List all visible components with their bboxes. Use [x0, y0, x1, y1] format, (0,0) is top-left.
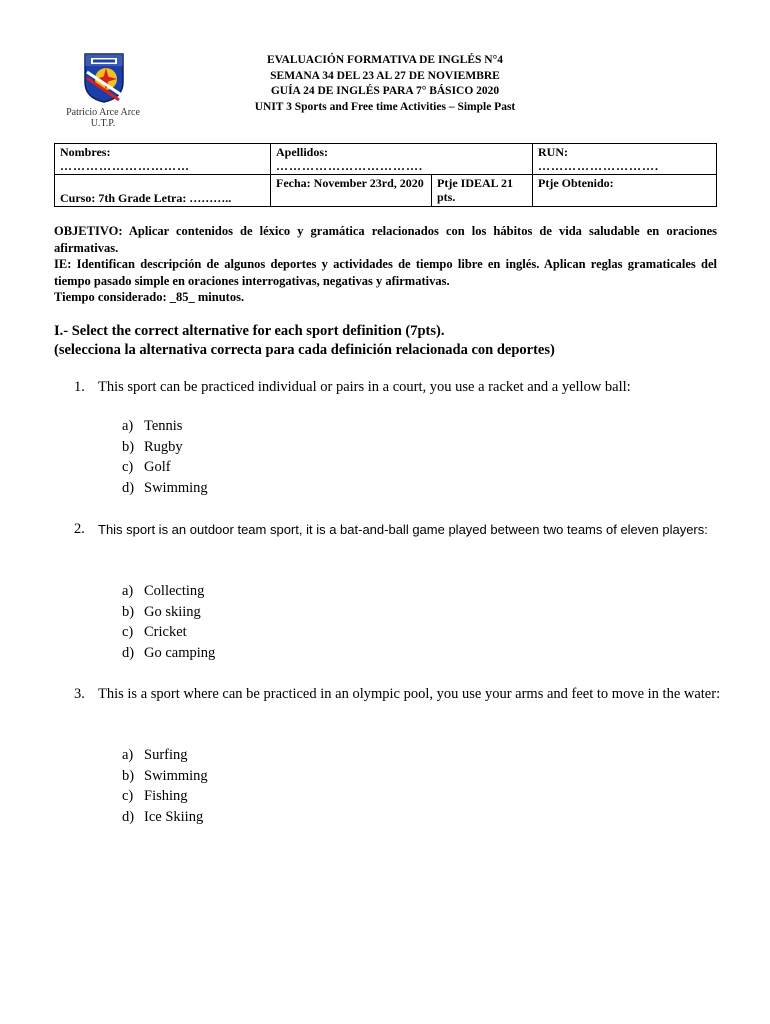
question-2 — [74, 518, 714, 541]
fecha-cell — [271, 175, 432, 207]
option-text: Golf — [144, 459, 171, 475]
option-text: Collecting — [144, 583, 205, 599]
option-d[interactable] — [122, 807, 208, 828]
question-text: This sport is an outdoor team sport, it is a bat-and-ball game played between two teams of eleven players: — [98, 522, 708, 537]
option-c[interactable] — [122, 457, 208, 478]
question-2-options — [122, 581, 215, 663]
option-text: Fishing — [144, 788, 188, 804]
option-text: Swimming — [144, 479, 208, 496]
question-text: This is a sport where can be practiced in an olympic pool, you use your arms and feet to move in the water: — [98, 686, 721, 702]
title-line-2: SEMANA 34 DEL 23 AL 27 DE NOVIEMBRE — [270, 69, 500, 82]
option-letter: c) — [122, 788, 134, 804]
objetivo-text: OBJETIVO: Aplicar contenidos de léxico y gramática relacionados con los hábitos de vida saludable en oraciones afirmativas. — [54, 224, 717, 255]
document-title — [200, 53, 570, 115]
option-text: Ice Skiing — [144, 808, 204, 825]
option-b[interactable] — [122, 602, 215, 623]
title-line-1: EVALUACIÓN FORMATIVA DE INGLÉS N°4 — [267, 54, 503, 66]
option-a[interactable] — [122, 581, 215, 602]
curso-cell[interactable] — [55, 175, 271, 207]
option-d[interactable] — [122, 643, 215, 664]
nombres-dots: ………………………… — [60, 159, 190, 173]
question-number: 2. — [74, 521, 85, 537]
tiempo-text: Tiempo considerado: _85_ minutos. — [54, 290, 245, 304]
section-heading — [54, 322, 717, 360]
school-dept-line: U.T.P. — [90, 118, 116, 129]
option-a[interactable] — [122, 416, 208, 437]
option-text: Tennis — [144, 418, 183, 434]
fecha-text: Fecha: November 23rd, 2020 — [276, 176, 424, 190]
question-number: 1. — [74, 379, 85, 395]
ptje-obtenido-cell[interactable] — [533, 175, 717, 207]
ptje-ideal-text: Ptje IDEAL 21 pts. — [437, 176, 513, 204]
option-letter: a) — [122, 418, 134, 434]
option-letter: a) — [122, 747, 134, 763]
ptje-ideal-cell — [432, 175, 533, 207]
option-letter: d) — [122, 644, 135, 661]
option-letter: c) — [122, 459, 134, 475]
objective-block — [54, 223, 717, 306]
apellidos-dots: ……………………………. — [276, 159, 423, 173]
section-title: I.- Select the correct alternative for each sport definition (7pts). — [54, 323, 445, 339]
apellidos-label: Apellidos: — [276, 145, 329, 159]
option-c[interactable] — [122, 622, 215, 643]
option-c[interactable] — [122, 786, 208, 807]
option-text: Go camping — [144, 644, 216, 661]
run-cell[interactable] — [533, 144, 717, 175]
apellidos-cell[interactable] — [271, 144, 533, 175]
run-label: RUN: — [538, 145, 568, 159]
title-line-4: UNIT 3 Sports and Free time Activities – Simple Past — [254, 100, 516, 113]
option-text: Surfing — [144, 747, 188, 763]
curso-text: Curso: 7th Grade Letra: ……….. — [60, 191, 232, 205]
question-number: 3. — [74, 686, 85, 702]
question-3 — [74, 683, 724, 705]
question-1-options — [122, 416, 208, 498]
option-text: Go skiing — [144, 603, 201, 620]
school-name-line: Patricio Arce Arce — [66, 107, 140, 118]
option-letter: a) — [122, 583, 134, 599]
option-letter: b) — [122, 438, 135, 455]
question-text: This sport can be practiced individual or pairs in a court, you use a racket and a yellow ball: — [98, 379, 631, 395]
option-a[interactable] — [122, 745, 208, 766]
section-subtitle: (selecciona la alternativa correcta para cada definición relacionada con deportes) — [54, 342, 555, 358]
option-d[interactable] — [122, 478, 208, 499]
option-letter: c) — [122, 624, 134, 640]
school-name — [58, 107, 148, 129]
ptje-obtenido-text: Ptje Obtenido: — [538, 176, 614, 190]
option-b[interactable] — [122, 766, 208, 787]
option-letter: d) — [122, 808, 135, 825]
question-3-options — [122, 745, 208, 827]
title-line-3: GUÍA 24 DE INGLÉS PARA 7° BÁSICO 2020 — [270, 85, 500, 97]
nombres-cell[interactable] — [55, 144, 271, 175]
option-text: Swimming — [144, 767, 208, 784]
run-dots: ………………………. — [538, 159, 659, 173]
option-letter: d) — [122, 479, 135, 496]
nombres-label: Nombres: — [60, 145, 111, 159]
option-letter: b) — [122, 603, 135, 620]
option-text: Rugby — [144, 438, 183, 455]
ie-text: IE: Identifican descripción de algunos deportes y actividades de tiempo libre en inglés. Aplican reglas gramaticales del tiempo pasado simple en oraciones interrogativas, negativas y afirmativas. — [54, 257, 717, 288]
school-crest-icon — [83, 52, 125, 104]
student-info-table — [54, 143, 717, 207]
option-b[interactable] — [122, 437, 208, 458]
option-text: Cricket — [144, 624, 187, 640]
question-1 — [74, 376, 724, 398]
option-letter: b) — [122, 767, 135, 784]
